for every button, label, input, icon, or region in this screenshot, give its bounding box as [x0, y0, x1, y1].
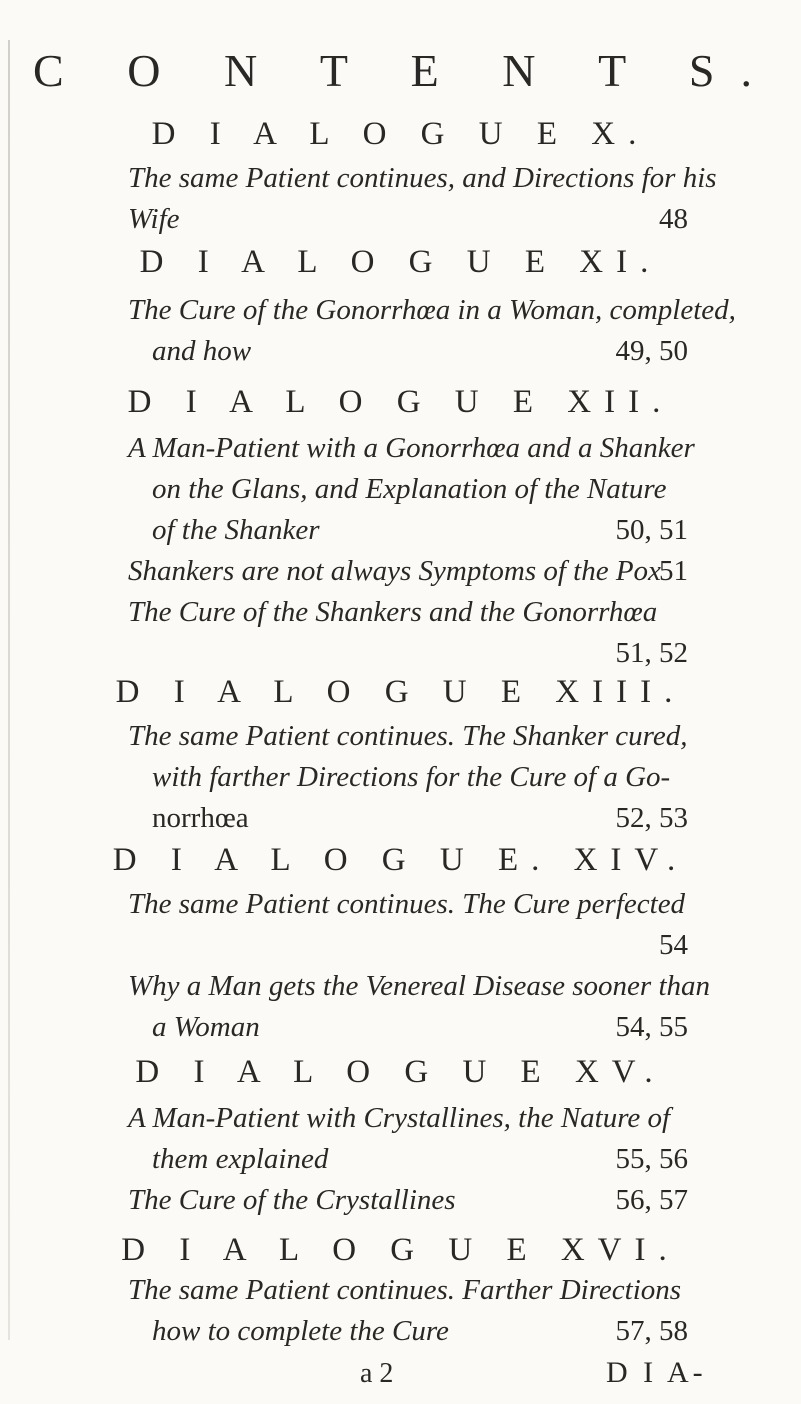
contents-heading: C O N T E N T S.	[33, 45, 778, 96]
toc-entry	[128, 1098, 688, 1180]
dialogue-xiii-title: D I A L O G U E XIII.	[115, 674, 686, 710]
page-number: 56, 57	[615, 1184, 688, 1216]
toc-entry	[128, 884, 688, 961]
toc-entry	[128, 428, 695, 551]
page-number: 49, 50	[615, 335, 688, 367]
toc-entry	[128, 551, 688, 592]
page-number: 55, 56	[615, 1143, 688, 1175]
entry-line: norrhœa 52, 53	[128, 798, 688, 839]
dialogue-x-title: D I A L O G U E X.	[151, 116, 650, 152]
entry-line: The same Patient continues. The Shanker cured,	[128, 720, 688, 752]
signature-mark: a 2	[360, 1358, 394, 1389]
page-number: 54	[659, 929, 688, 961]
dialogue-xiv-title: D I A L O G U E. XIV.	[112, 842, 689, 878]
page-number: 52, 53	[615, 802, 688, 834]
toc-entry	[128, 1180, 688, 1221]
entry-line: with farther Directions for the Cure of a Go-	[152, 761, 671, 793]
dialogue-xii-title: D I A L O G U E XII.	[127, 384, 674, 420]
page-number: 54, 55	[615, 1011, 688, 1043]
page-number: 57, 58	[615, 1315, 688, 1347]
entry-line: Why a Man gets the Venereal Disease sooner than	[128, 970, 711, 1002]
page-number: 51	[659, 555, 688, 587]
page-number: 48	[659, 203, 688, 235]
entry-line: Shankers are not always Symptoms of the Pox 51	[128, 551, 688, 592]
page-number: 50, 51	[615, 514, 688, 546]
entry-line: a Woman 54, 55	[128, 1007, 688, 1048]
entry-line: A Man-Patient with Crystallines, the Nature of	[128, 1102, 671, 1134]
catchword: D I A-	[606, 1356, 707, 1389]
entry-line: how to complete the Cure 57, 58	[128, 1311, 688, 1352]
entry-line: A Man-Patient with a Gonorrhœa and a Shanker	[128, 432, 695, 464]
toc-entry	[128, 966, 711, 1048]
entry-line: of the Shanker 50, 51	[128, 510, 688, 551]
page-number: 51, 52	[615, 637, 688, 669]
dialogue-xv-title: D I A L O G U E XV.	[135, 1054, 666, 1090]
entry-line: The same Patient continues. The Cure perfected	[128, 888, 686, 920]
toc-entry	[128, 158, 717, 240]
dialogue-xvi-title: D I A L O G U E XVI.	[121, 1232, 680, 1268]
entry-line: The same Patient continues. Farther Directions	[128, 1274, 682, 1306]
entry-line: on the Glans, and Explanation of the Nature	[152, 473, 667, 505]
dialogue-xi-title: D I A L O G U E XI.	[139, 244, 662, 280]
entry-line: The Cure of the Gonorrhœa in a Woman, completed,	[128, 294, 736, 326]
toc-entry	[128, 290, 736, 372]
toc-entry	[128, 592, 688, 669]
toc-entry	[128, 716, 688, 839]
entry-line: Wife 48	[128, 199, 688, 240]
entry-line: them explained 55, 56	[128, 1139, 688, 1180]
entry-line: The Cure of the Crystallines 56, 57	[128, 1180, 688, 1221]
entry-line: and how 49, 50	[128, 331, 688, 372]
toc-entry-continued	[128, 1270, 688, 1352]
entry-line: The Cure of the Shankers and the Gonorrhœa	[128, 596, 658, 628]
entry-line: The same Patient continues, and Directions for his	[128, 162, 717, 194]
